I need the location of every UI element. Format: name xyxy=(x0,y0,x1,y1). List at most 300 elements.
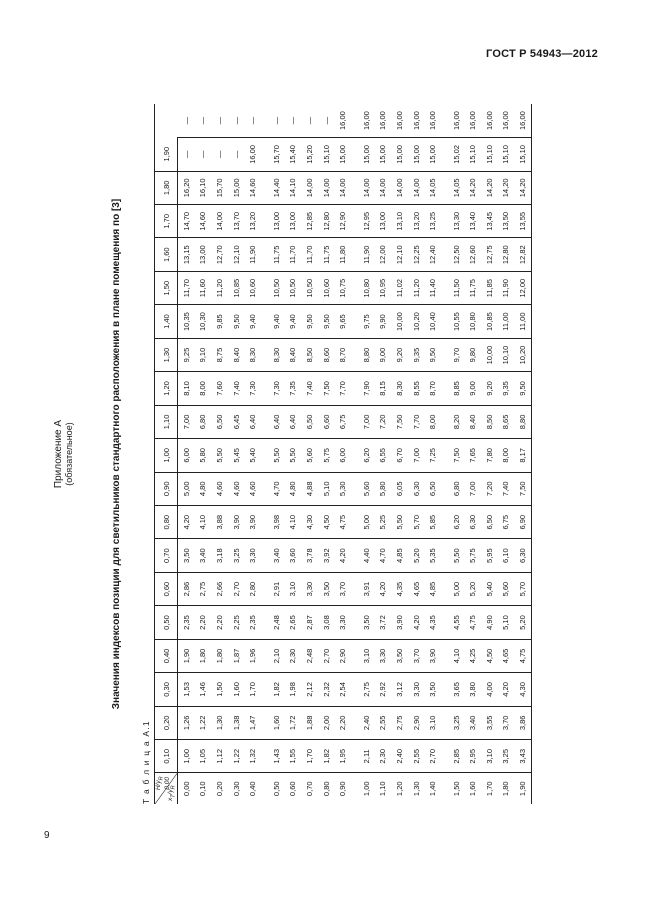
table-row xyxy=(178,104,195,804)
table-cell: 6,00 xyxy=(178,439,195,472)
row-key-cell: 1,00 xyxy=(361,781,371,797)
table-cell: 1,80 xyxy=(195,639,212,672)
table-cell: 2,32 xyxy=(318,673,335,706)
table-cell: 13,70 xyxy=(228,205,245,238)
row-key-cell: 0,70 xyxy=(304,781,314,797)
table-cell: 2,85 xyxy=(441,740,465,773)
table-cell: 4,75 xyxy=(514,639,531,672)
table-cell: 4,20 xyxy=(498,673,515,706)
table-cell: 9,40 xyxy=(285,305,302,338)
table-cell: 10,60 xyxy=(318,271,335,304)
table-cell: 5,50 xyxy=(391,506,408,539)
table-cell: 5,10 xyxy=(318,472,335,505)
table-cell: 14,00 xyxy=(351,171,375,204)
table-cell: — xyxy=(261,104,285,138)
table-cell: 16,00 xyxy=(244,138,261,171)
table-cell: 1,53 xyxy=(178,673,195,706)
column-header: 1,60 xyxy=(155,238,178,271)
page-number: 9 xyxy=(44,830,50,841)
table-cell: 14,00 xyxy=(408,171,425,204)
table-cell: 8,40 xyxy=(228,338,245,371)
table-cell: 4,30 xyxy=(301,506,318,539)
table-cell: 7,00 xyxy=(351,405,375,438)
table-cell: 7,50 xyxy=(514,472,531,505)
table-cell: 15,00 xyxy=(424,138,441,171)
appendix-title: Приложение А xyxy=(53,419,64,489)
row-key-cell: 1,30 xyxy=(411,781,421,797)
position-index-table xyxy=(154,104,532,804)
table-cell: 11,00 xyxy=(498,305,515,338)
table-cell: 15,10 xyxy=(318,138,335,171)
table-cell: 2,10 xyxy=(261,639,285,672)
table-cell: 6,75 xyxy=(334,405,351,438)
table-cell: 11,80 xyxy=(334,238,351,271)
table-cell: — xyxy=(195,104,212,138)
table-cell: 12,80 xyxy=(498,238,515,271)
table-cell: 4,80 xyxy=(195,472,212,505)
table-cell: 14,00 xyxy=(211,205,228,238)
table-cell: 15,10 xyxy=(514,138,531,171)
table-cell: 2,75 xyxy=(195,572,212,605)
table-cell: 11,90 xyxy=(351,238,375,271)
table-cell: 6,20 xyxy=(351,439,375,472)
row-key-cell: 1,40 xyxy=(428,781,438,797)
row-key-cell: 0,90 xyxy=(338,781,348,797)
table-cell: 9,80 xyxy=(465,338,482,371)
corner-zero: 0,00 xyxy=(163,777,171,790)
table-cell: 7,90 xyxy=(351,372,375,405)
table-cell: 1,96 xyxy=(244,639,261,672)
table-cell: 3,25 xyxy=(498,740,515,773)
table-cell: 8,15 xyxy=(375,372,392,405)
table-cell: 13,20 xyxy=(244,205,261,238)
table-cell: 13,20 xyxy=(408,205,425,238)
table-cell: 8,60 xyxy=(318,338,335,371)
row-key-cell: 1,50 xyxy=(451,781,461,797)
table-cell: 8,80 xyxy=(351,338,375,371)
table-cell: 6,50 xyxy=(211,405,228,438)
table-cell: 9,50 xyxy=(301,305,318,338)
table-cell: 4,60 xyxy=(211,472,228,505)
column-header: 1,30 xyxy=(155,338,178,371)
row-key-cell: 1,80 xyxy=(501,781,511,797)
table-cell: 2,66 xyxy=(211,572,228,605)
table-cell: 2,54 xyxy=(334,673,351,706)
table-cell: 5,70 xyxy=(408,506,425,539)
table-cell: 1,95 xyxy=(334,740,351,773)
table-cell: 8,40 xyxy=(465,405,482,438)
table-cell: 11,90 xyxy=(244,238,261,271)
table-cell: 14,10 xyxy=(285,171,302,204)
table-cell: 1,82 xyxy=(318,740,335,773)
table-cell: 8,75 xyxy=(211,338,228,371)
table-cell: 8,30 xyxy=(391,372,408,405)
table-cell: 3,91 xyxy=(351,572,375,605)
table-cell: 2,30 xyxy=(285,639,302,672)
table-cell: 12,00 xyxy=(375,238,392,271)
table-row xyxy=(498,104,515,804)
table-cell: 10,10 xyxy=(498,338,515,371)
table-cell: 4,88 xyxy=(301,472,318,505)
table-cell: 8,20 xyxy=(441,405,465,438)
table-cell: 13,50 xyxy=(498,205,515,238)
table-cell: 8,85 xyxy=(441,372,465,405)
table-cell: 2,91 xyxy=(261,572,285,605)
table-cell: — xyxy=(244,104,261,138)
corner-bottom-text2: /y xyxy=(166,789,174,795)
table-cell: 13,55 xyxy=(514,205,531,238)
table-cell: 2,25 xyxy=(228,606,245,639)
table-cell: 14,40 xyxy=(261,171,285,204)
table-cell: 8,70 xyxy=(334,338,351,371)
table-cell: 3,30 xyxy=(244,539,261,572)
table-cell: 11,40 xyxy=(424,271,441,304)
table-cell: 1,05 xyxy=(195,740,212,773)
table-cell: 10,50 xyxy=(301,271,318,304)
table-cell: 2,80 xyxy=(244,572,261,605)
table-cell: 1,43 xyxy=(261,740,285,773)
table-cell: 1,88 xyxy=(301,706,318,739)
table-cell: 9,35 xyxy=(408,338,425,371)
table-cell: 7,00 xyxy=(465,472,482,505)
table-cell: 4,10 xyxy=(285,506,302,539)
table-cell: 2,00 xyxy=(318,706,335,739)
table-cell: 9,50 xyxy=(514,372,531,405)
table-cell: 16,20 xyxy=(178,171,195,204)
table-cell: 10,55 xyxy=(441,305,465,338)
row-key-cell: 0,80 xyxy=(321,781,331,797)
table-cell: — xyxy=(318,104,335,138)
table-cell: 3,90 xyxy=(424,639,441,672)
table-cell: 16,00 xyxy=(424,104,441,138)
table-cell: 9,40 xyxy=(261,305,285,338)
table-cell: 3,50 xyxy=(351,606,375,639)
row-key-cell: 0,50 xyxy=(271,781,281,797)
table-cell: 14,20 xyxy=(481,171,498,204)
table-cell: 2,48 xyxy=(301,639,318,672)
column-header: 1,50 xyxy=(155,271,178,304)
table-cell: 3,88 xyxy=(211,506,228,539)
table-cell: 16,00 xyxy=(391,104,408,138)
table-cell: — xyxy=(228,104,245,138)
table-cell: 13,00 xyxy=(375,205,392,238)
table-cell: 10,35 xyxy=(178,305,195,338)
table-cell: 15,10 xyxy=(465,138,482,171)
table-row xyxy=(318,104,335,804)
table-cell: 4,35 xyxy=(424,606,441,639)
table-cell: 4,10 xyxy=(195,506,212,539)
table-cell: 4,55 xyxy=(441,606,465,639)
table-cell: 4,20 xyxy=(408,606,425,639)
table-cell: 6,80 xyxy=(441,472,465,505)
table-cell: 1,46 xyxy=(195,673,212,706)
table-cell: 10,20 xyxy=(514,338,531,371)
corner-bottom-text: x xyxy=(166,797,174,801)
table-cell: 3,40 xyxy=(261,539,285,572)
table-cell: 3,50 xyxy=(424,673,441,706)
table-cell: 3,40 xyxy=(465,706,482,739)
table-cell: 3,30 xyxy=(408,673,425,706)
table-cell: 12,90 xyxy=(334,205,351,238)
table-cell: 16,00 xyxy=(334,104,351,138)
table-cell: 14,00 xyxy=(301,171,318,204)
table-cell: 4,60 xyxy=(244,472,261,505)
table-cell: 2,75 xyxy=(391,706,408,739)
table-row xyxy=(375,104,392,804)
table-cell: 9,40 xyxy=(244,305,261,338)
table-cell: 4,20 xyxy=(375,572,392,605)
table-cell: 7,50 xyxy=(391,405,408,438)
column-header: 0,40 xyxy=(155,639,178,672)
table-cell: 6,50 xyxy=(424,472,441,505)
table-cell: 3,50 xyxy=(391,639,408,672)
table-cell: 11,60 xyxy=(195,271,212,304)
table-row xyxy=(465,104,482,804)
table-cell: 1,55 xyxy=(285,740,302,773)
table-cell: 4,35 xyxy=(391,572,408,605)
table-cell: 2,48 xyxy=(261,606,285,639)
table-cell: 4,50 xyxy=(481,639,498,672)
table-cell: 3,25 xyxy=(228,539,245,572)
table-cell: 13,45 xyxy=(481,205,498,238)
table-cell: 6,20 xyxy=(441,506,465,539)
table-cell: — xyxy=(178,104,195,138)
column-header: 0,30 xyxy=(155,673,178,706)
table-cell: 6,75 xyxy=(498,506,515,539)
table-cell: 12,00 xyxy=(514,271,531,304)
table-cell: 2,20 xyxy=(334,706,351,739)
table-cell: 13,40 xyxy=(465,205,482,238)
table-cell: 2,65 xyxy=(285,606,302,639)
table-cell: 9,65 xyxy=(334,305,351,338)
table-cell: 3,70 xyxy=(408,639,425,672)
table-cell: 8,40 xyxy=(285,338,302,371)
table-cell: 7,40 xyxy=(301,372,318,405)
table-cell: 11,90 xyxy=(498,271,515,304)
table-cell: 11,70 xyxy=(178,271,195,304)
table-cell: 8,50 xyxy=(301,338,318,371)
table-cell: 2,40 xyxy=(391,740,408,773)
table-cell: 9,00 xyxy=(465,372,482,405)
table-cell: 6,40 xyxy=(244,405,261,438)
table-cell: 1,72 xyxy=(285,706,302,739)
table-cell: 15,70 xyxy=(211,171,228,204)
table-row xyxy=(424,104,441,804)
table-cell: 14,60 xyxy=(244,171,261,204)
table-cell: 11,75 xyxy=(261,238,285,271)
table-caption: Т а б л и ц а А.1 xyxy=(141,720,151,804)
table-cell: 5,75 xyxy=(465,539,482,572)
table-cell: 2,30 xyxy=(375,740,392,773)
table-cell: 6,00 xyxy=(334,439,351,472)
table-cell: 7,25 xyxy=(424,439,441,472)
column-header: 0,60 xyxy=(155,572,178,605)
table-cell: 3,40 xyxy=(195,539,212,572)
table-cell: 1,22 xyxy=(228,740,245,773)
table-cell: 10,50 xyxy=(285,271,302,304)
table-cell: 5,80 xyxy=(195,439,212,472)
table-cell: 4,25 xyxy=(465,639,482,672)
table-cell: 5,40 xyxy=(481,572,498,605)
table-cell: 10,95 xyxy=(375,271,392,304)
table-cell: 10,00 xyxy=(481,338,498,371)
table-cell: 9,20 xyxy=(391,338,408,371)
table-cell: 10,60 xyxy=(244,271,261,304)
table-cell: 1,30 xyxy=(211,706,228,739)
table-cell: 7,70 xyxy=(334,372,351,405)
table-cell: 3,30 xyxy=(301,572,318,605)
table-cell: 5,35 xyxy=(424,539,441,572)
table-row xyxy=(211,104,228,804)
table-cell: 2,55 xyxy=(408,740,425,773)
table-cell: 3,25 xyxy=(441,706,465,739)
table-cell: 5,20 xyxy=(514,606,531,639)
column-header: 1,90 xyxy=(155,138,178,171)
table-cell: 3,90 xyxy=(244,506,261,539)
table-cell: 1,60 xyxy=(261,706,285,739)
table-cell: 7,30 xyxy=(261,372,285,405)
table-cell: 6,30 xyxy=(465,506,482,539)
table-cell: 2,86 xyxy=(178,572,195,605)
table-cell: 11,20 xyxy=(211,271,228,304)
table-cell: 2,55 xyxy=(375,706,392,739)
table-cell: 1,70 xyxy=(244,673,261,706)
table-cell: — xyxy=(211,138,228,171)
table-cell: 8,70 xyxy=(424,372,441,405)
table-cell: 5,00 xyxy=(178,472,195,505)
table-cell: 5,80 xyxy=(375,472,392,505)
table-cell: 1,60 xyxy=(228,673,245,706)
table-cell: 16,00 xyxy=(375,104,392,138)
table-cell: 9,50 xyxy=(318,305,335,338)
table-row xyxy=(261,104,285,804)
table-cell: 11,75 xyxy=(465,271,482,304)
column-header: 0,70 xyxy=(155,539,178,572)
table-cell: 3,86 xyxy=(514,706,531,739)
table-cell: 7,50 xyxy=(318,372,335,405)
table-cell: 5,95 xyxy=(481,539,498,572)
table-cell: 3,30 xyxy=(334,606,351,639)
table-cell: 15,00 xyxy=(351,138,375,171)
table-cell: 7,60 xyxy=(211,372,228,405)
table-cell: 3,65 xyxy=(441,673,465,706)
table-cell: 11,20 xyxy=(408,271,425,304)
table-cell: 13,25 xyxy=(424,205,441,238)
table-cell: 2,11 xyxy=(351,740,375,773)
table-cell: 4,20 xyxy=(334,539,351,572)
table-cell: 8,80 xyxy=(514,405,531,438)
table-cell: 11,70 xyxy=(285,238,302,271)
table-cell: 13,30 xyxy=(441,205,465,238)
table-cell: — xyxy=(285,104,302,138)
table-cell: 5,60 xyxy=(301,439,318,472)
corner-cell xyxy=(155,773,178,804)
table-cell: 12,40 xyxy=(424,238,441,271)
table-cell: 5,45 xyxy=(228,439,245,472)
table-cell: 9,70 xyxy=(441,338,465,371)
table-cell: — xyxy=(211,104,228,138)
table-row xyxy=(408,104,425,804)
column-header: 0,90 xyxy=(155,472,178,505)
table-cell: 11,75 xyxy=(318,238,335,271)
table-cell: 14,00 xyxy=(375,171,392,204)
table-cell: 6,30 xyxy=(408,472,425,505)
row-key-cell: 1,20 xyxy=(394,781,404,797)
table-cell: 5,20 xyxy=(465,572,482,605)
table-cell: 5,00 xyxy=(351,506,375,539)
row-key-cell: 1,90 xyxy=(518,781,528,797)
table-cell: 2,35 xyxy=(178,606,195,639)
table-header-row xyxy=(155,104,178,804)
table-cell: 7,70 xyxy=(408,405,425,438)
table-cell: 3,70 xyxy=(498,706,515,739)
table-cell: 8,00 xyxy=(195,372,212,405)
table-cell: 5,25 xyxy=(375,506,392,539)
table-cell: 9,90 xyxy=(375,305,392,338)
table-cell: 5,70 xyxy=(514,572,531,605)
table-cell: 1,87 xyxy=(228,639,245,672)
table-cell: 2,75 xyxy=(351,673,375,706)
table-cell: 3,90 xyxy=(228,506,245,539)
column-header: 1,80 xyxy=(155,171,178,204)
table-cell: 7,40 xyxy=(228,372,245,405)
table-cell: 12,70 xyxy=(211,238,228,271)
column-header: 1,40 xyxy=(155,305,178,338)
table-cell: 6,05 xyxy=(391,472,408,505)
table-cell: 2,12 xyxy=(301,673,318,706)
table-cell: 12,80 xyxy=(318,205,335,238)
table-cell: — xyxy=(228,138,245,171)
table-cell: 4,20 xyxy=(178,506,195,539)
table-cell: 3,10 xyxy=(481,740,498,773)
table-cell: 2,90 xyxy=(408,706,425,739)
table-cell: 10,50 xyxy=(261,271,285,304)
table-cell: 2,40 xyxy=(351,706,375,739)
column-header: 0,50 xyxy=(155,606,178,639)
table-cell: 14,00 xyxy=(318,171,335,204)
table-cell: 16,00 xyxy=(481,104,498,138)
table-cell: 15,00 xyxy=(391,138,408,171)
table-cell: 15,02 xyxy=(441,138,465,171)
table-row xyxy=(351,104,375,804)
table-cell: 4,65 xyxy=(408,572,425,605)
table-cell: 8,30 xyxy=(261,338,285,371)
table-cell: 16,00 xyxy=(408,104,425,138)
table-cell: 10,75 xyxy=(334,271,351,304)
table-cell: 14,20 xyxy=(514,171,531,204)
row-key-cell: 0,60 xyxy=(288,781,298,797)
table-cell: 15,00 xyxy=(375,138,392,171)
table-cell: 15,20 xyxy=(301,138,318,171)
table-cell: 3,12 xyxy=(391,673,408,706)
table-cell: 10,20 xyxy=(408,305,425,338)
corner-bottom-label xyxy=(167,785,176,801)
table-cell: 8,17 xyxy=(514,439,531,472)
table-cell: 4,75 xyxy=(465,606,482,639)
table-cell: 9,50 xyxy=(424,338,441,371)
table-cell: 3,80 xyxy=(465,673,482,706)
table-cell: 7,30 xyxy=(244,372,261,405)
table-cell: 6,40 xyxy=(261,405,285,438)
table-cell: 4,40 xyxy=(351,539,375,572)
table-cell: 3,72 xyxy=(375,606,392,639)
table-cell: 7,50 xyxy=(441,439,465,472)
column-header: 1,70 xyxy=(155,205,178,238)
table-cell: 3,90 xyxy=(391,606,408,639)
table-cell: 5,50 xyxy=(211,439,228,472)
table-cell: 13,00 xyxy=(195,238,212,271)
table-cell: 6,60 xyxy=(318,405,335,438)
